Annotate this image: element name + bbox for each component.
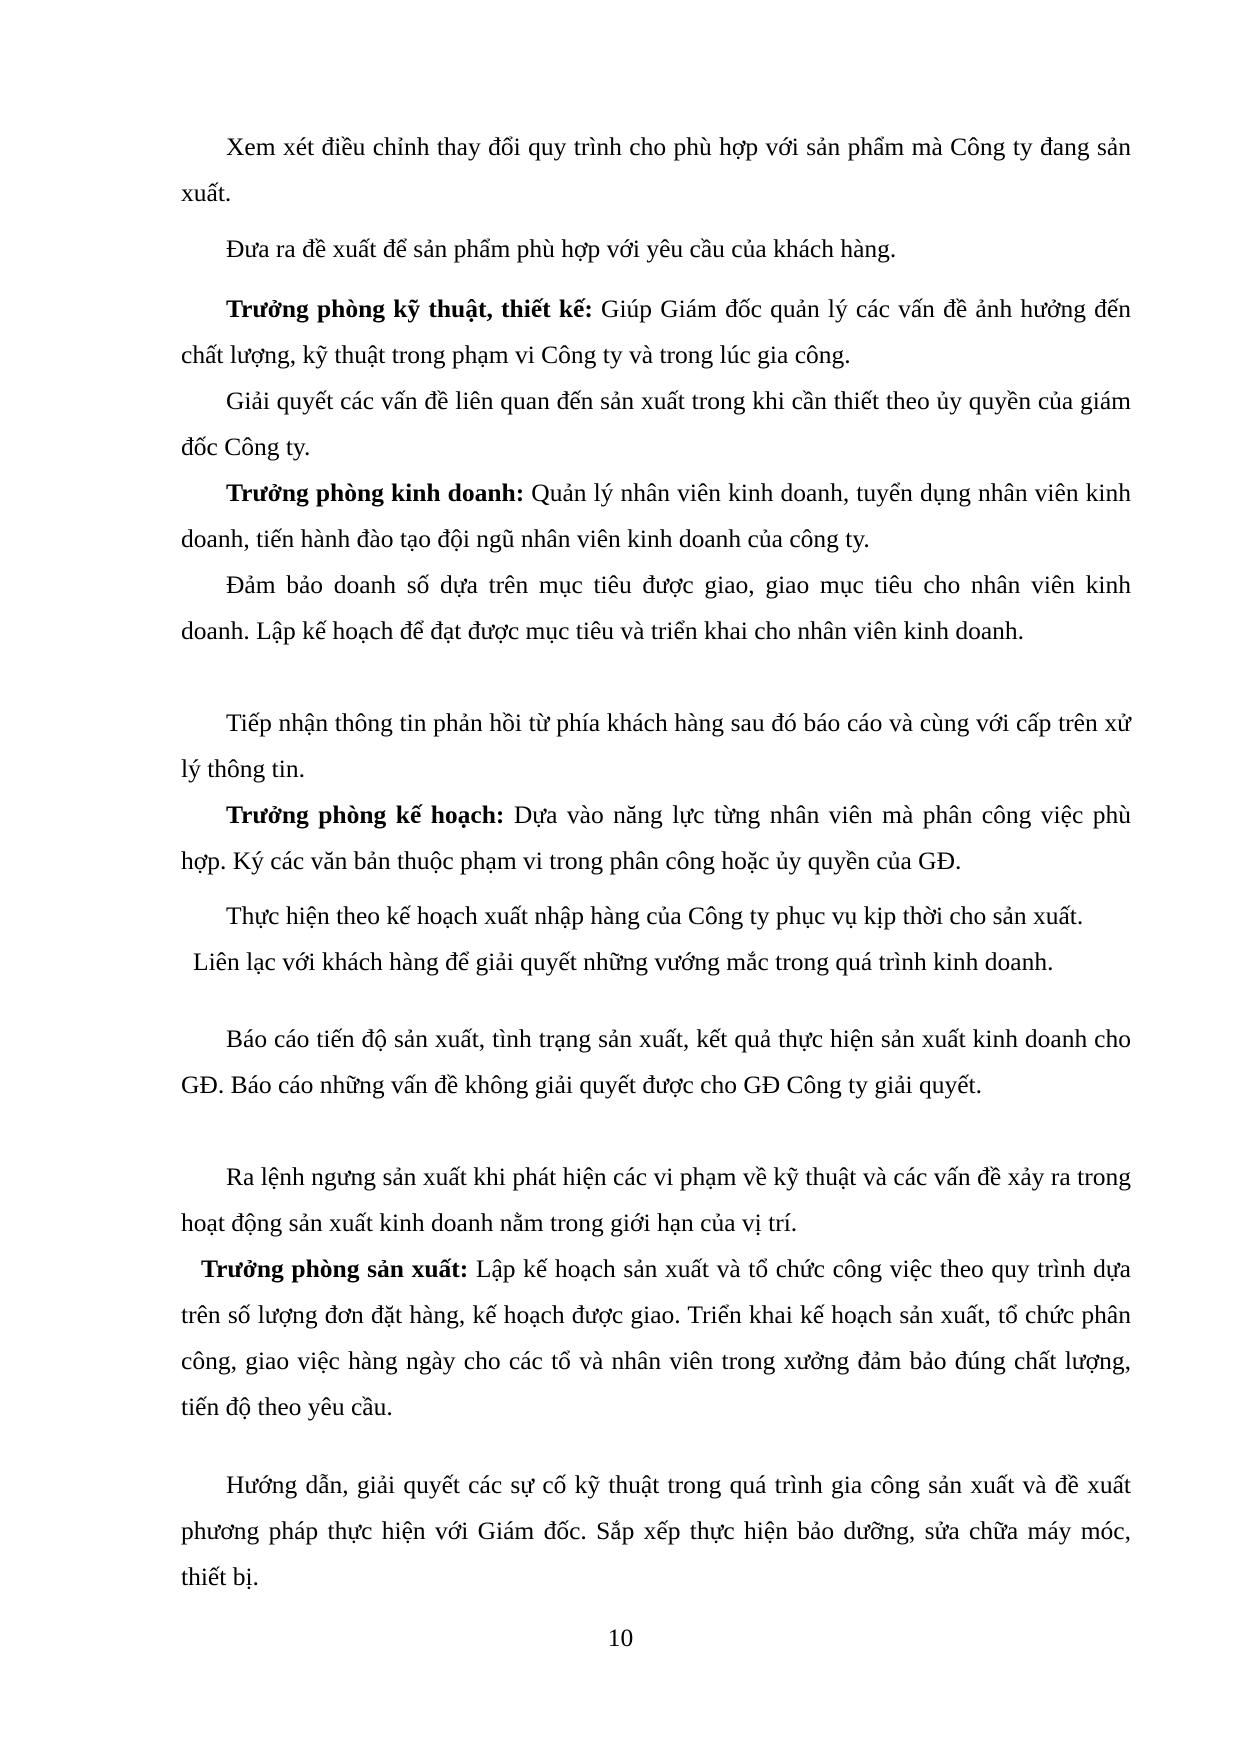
paragraph [181, 893, 1131, 939]
paragraph-text: Ra lệnh ngưng sản xuất khi phát hiện các vi phạm về kỹ thuật và các vấn đề xảy ra trong hoạt động sản xuất kinh doanh nằm trong giới hạn của vị trí. [181, 1162, 1131, 1237]
paragraph-text: Đưa ra đề xuất để sản phẩm phù hợp với yêu cầu của khách hàng. [226, 234, 897, 263]
paragraph [181, 562, 1131, 654]
page-number: 10 [607, 1623, 634, 1652]
paragraph [181, 470, 1131, 562]
paragraph-text: Tiếp nhận thông tin phản hồi từ phía khách hàng sau đó báo cáo và cùng với cấp trên xử lý thông tin. [181, 708, 1131, 783]
paragraph-lead: Trưởng phòng kế hoạch: [226, 800, 505, 829]
paragraph [181, 226, 1131, 272]
paragraph [181, 378, 1131, 470]
paragraph-text: Báo cáo tiến độ sản xuất, tình trạng sản xuất, kết quả thực hiện sản xuất kinh doanh cho GĐ. Báo cáo những vấn đề không giải quyết được cho GĐ Công ty giải quyết. [181, 1024, 1131, 1099]
paragraph-text: Giải quyết các vấn đề liên quan đến sản xuất trong khi cần thiết theo ủy quyền của giám đốc Công ty. [181, 386, 1131, 461]
paragraph-text: Giúp Giám đốc quản lý các vấn đề ảnh hưởng đến chất lượng, kỹ thuật trong phạm vi Công ty và trong lúc gia công. [181, 294, 1131, 369]
paragraph-text: Quản lý nhân viên kinh doanh, tuyển dụng nhân viên kinh doanh, tiến hành đào tạo đội ngũ nhân viên kinh doanh của công ty. [181, 478, 1131, 553]
paragraph-lead: Trưởng phòng sản xuất: [201, 1254, 469, 1283]
paragraph [148, 939, 1098, 985]
paragraph-text: Thực hiện theo kế hoạch xuất nhập hàng của Công ty phục vụ kịp thời cho sản xuất. [226, 901, 1084, 930]
paragraph-lead: Trưởng phòng kỹ thuật, thiết kế: [226, 294, 593, 323]
paragraph [181, 1154, 1131, 1246]
paragraph [181, 1246, 1131, 1430]
paragraph-text: Dựa vào năng lực từng nhân viên mà phân công việc phù hợp. Ký các văn bản thuộc phạm vi trong phân công hoặc ủy quyền của GĐ. [181, 800, 1131, 875]
paragraph [181, 124, 1131, 216]
paragraph [181, 1462, 1131, 1600]
paragraph-text: Hướng dẫn, giải quyết các sự cố kỹ thuật trong quá trình gia công sản xuất và đề xuất phương pháp thực hiện với Giám đốc. Sắp xếp thực hiện bảo dưỡng, sửa chữa máy móc, thiết bị. [181, 1470, 1131, 1591]
paragraph-text: Lập kế hoạch sản xuất và tổ chức công việc theo quy trình dựa trên số lượng đơn đặt hàng, kế hoạch được giao. Triển khai kế hoạch sản xuất, tổ chức phân công, giao việc hàng ngày cho các tổ và nhân viên trong xưởng đảm bảo đúng chất lượng, tiến độ theo yêu cầu. [181, 1254, 1131, 1421]
paragraph-text: Xem xét điều chỉnh thay đổi quy trình cho phù hợp với sản phẩm mà Công ty đang sản xuất. [181, 132, 1131, 207]
paragraph-text: Liên lạc với khách hàng để giải quyết những vướng mắc trong quá trình kinh doanh. [193, 947, 1054, 976]
paragraph [181, 792, 1131, 884]
paragraph-lead: Trưởng phòng kinh doanh: [226, 478, 525, 507]
paragraph [181, 700, 1131, 792]
paragraph-text: Đảm bảo doanh số dựa trên mục tiêu được giao, giao mục tiêu cho nhân viên kinh doanh. Lập kế hoạch để đạt được mục tiêu và triển khai cho nhân viên kinh doanh. [181, 570, 1131, 645]
paragraph [181, 286, 1131, 378]
paragraph [181, 1016, 1131, 1108]
